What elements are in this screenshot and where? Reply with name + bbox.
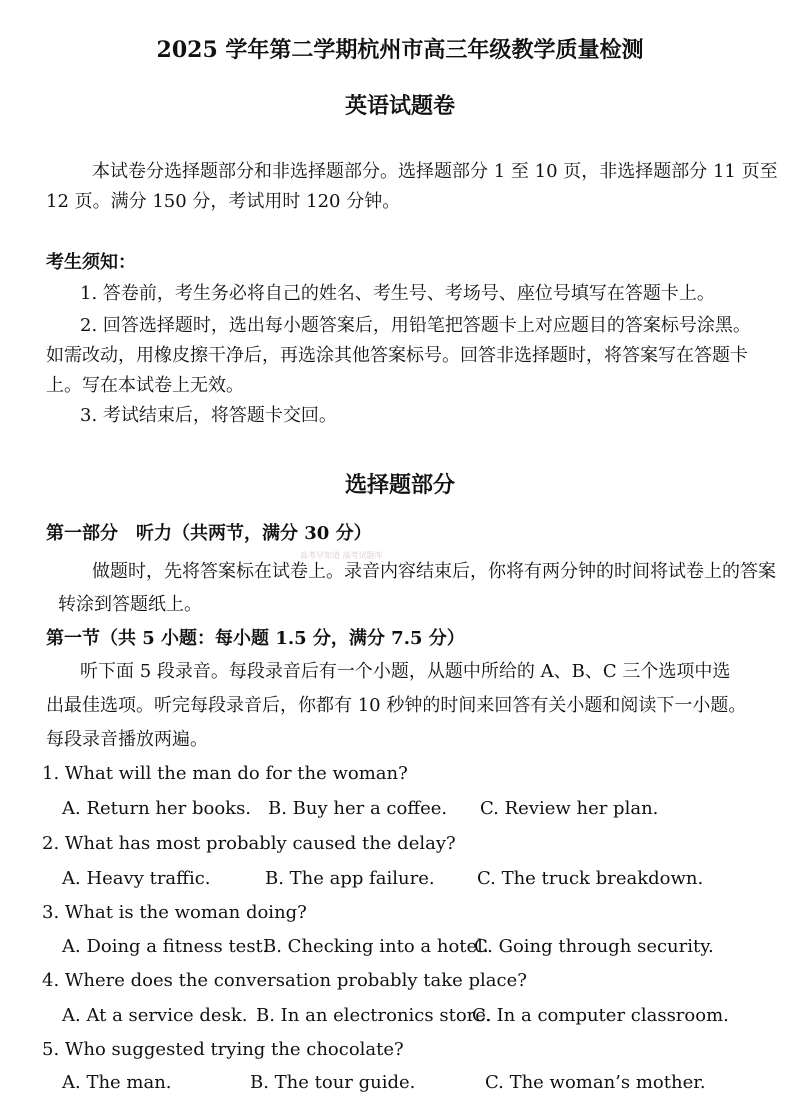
section1-heading: 第一节（共 5 小题：每小题 1.5 分，满分 7.5 分）	[46, 628, 465, 649]
question-4-option-b: B. In an electronics store.	[256, 1005, 492, 1026]
question-1-option-a: A. Return her books.	[62, 798, 252, 819]
question-2-option-a: A. Heavy traffic.	[62, 868, 211, 889]
part1-heading: 第一部分 听力（共两节，满分 30 分）	[46, 523, 372, 544]
question-5-option-c: C. The woman’s mother.	[485, 1072, 706, 1093]
question-1: 1. What will the man do for the woman?	[42, 763, 408, 784]
question-5: 5. Who suggested trying the chocolate?	[42, 1039, 404, 1060]
section1-instruction-line-2: 出最佳选项。听完每段录音后，你都有 10 秒钟的时间来回答有关小题和阅读下一小题。	[46, 695, 747, 716]
section-title: 选择题部分	[344, 472, 455, 498]
intro-line-1: 本试卷分选择题部分和非选择题部分。选择题部分 1 至 10 页，非选择题部分 11 页至	[92, 161, 778, 182]
question-2-option-b: B. The app failure.	[265, 868, 435, 889]
notice-item-1: 1. 答卷前，考生务必将自己的姓名、考生号、考场号、座位号填写在答题卡上。	[80, 283, 715, 304]
question-3-option-a: A. Doing a fitness test.	[62, 936, 269, 957]
question-3-option-c: C. Going through security.	[474, 936, 714, 957]
question-2: 2. What has most probably caused the delay?	[42, 833, 456, 854]
question-5-option-b: B. The tour guide.	[250, 1072, 416, 1093]
notice-item-2-line-2: 如需改动，用橡皮擦干净后，再选涂其他答案标号。回答非选择题时，将答案写在答题卡	[46, 345, 748, 366]
notice-item-2-line-3: 上。写在本试卷上无效。	[46, 375, 244, 396]
question-4-option-a: A. At a service desk.	[62, 1005, 248, 1026]
question-5-option-a: A. The man.	[62, 1072, 172, 1093]
intro-line-2: 12 页。满分 150 分，考试用时 120 分钟。	[46, 191, 401, 212]
question-1-option-b: B. Buy her a coffee.	[268, 798, 448, 819]
notice-item-3: 3. 考试结束后，将答题卡交回。	[80, 405, 337, 426]
part1-instruction-line-2: 转涂到答题纸上。	[58, 594, 202, 615]
question-1-option-c: C. Review her plan.	[480, 798, 659, 819]
question-2-option-c: C. The truck breakdown.	[477, 868, 704, 889]
question-4: 4. Where does the conversation probably take place?	[42, 970, 527, 991]
exam-title: 2025 学年第二学期杭州市高三年级教学质量检测	[156, 37, 644, 63]
section1-instruction-line-3: 每段录音播放两遍。	[46, 729, 208, 750]
exam-subtitle: 英语试题卷	[344, 93, 455, 119]
question-3: 3. What is the woman doing?	[42, 902, 307, 923]
question-3-option-b: B. Checking into a hotel.	[263, 936, 489, 957]
part1-instruction-line-1: 做题时，先将答案标在试卷上。录音内容结束后，你将有两分钟的时间将试卷上的答案	[92, 561, 776, 582]
notice-item-2-line-1: 2. 回答选择题时，选出每小题答案后，用铅笔把答题卡上对应题目的答案标号涂黑。	[80, 315, 751, 336]
notice-heading: 考生须知：	[46, 252, 136, 273]
watermark: 高考早知道 高考试题库	[300, 551, 383, 560]
section1-instruction-line-1: 听下面 5 段录音。每段录音后有一个小题，从题中所给的 A、B、C 三个选项中选	[80, 661, 731, 682]
question-4-option-c: C. In a computer classroom.	[472, 1005, 729, 1026]
